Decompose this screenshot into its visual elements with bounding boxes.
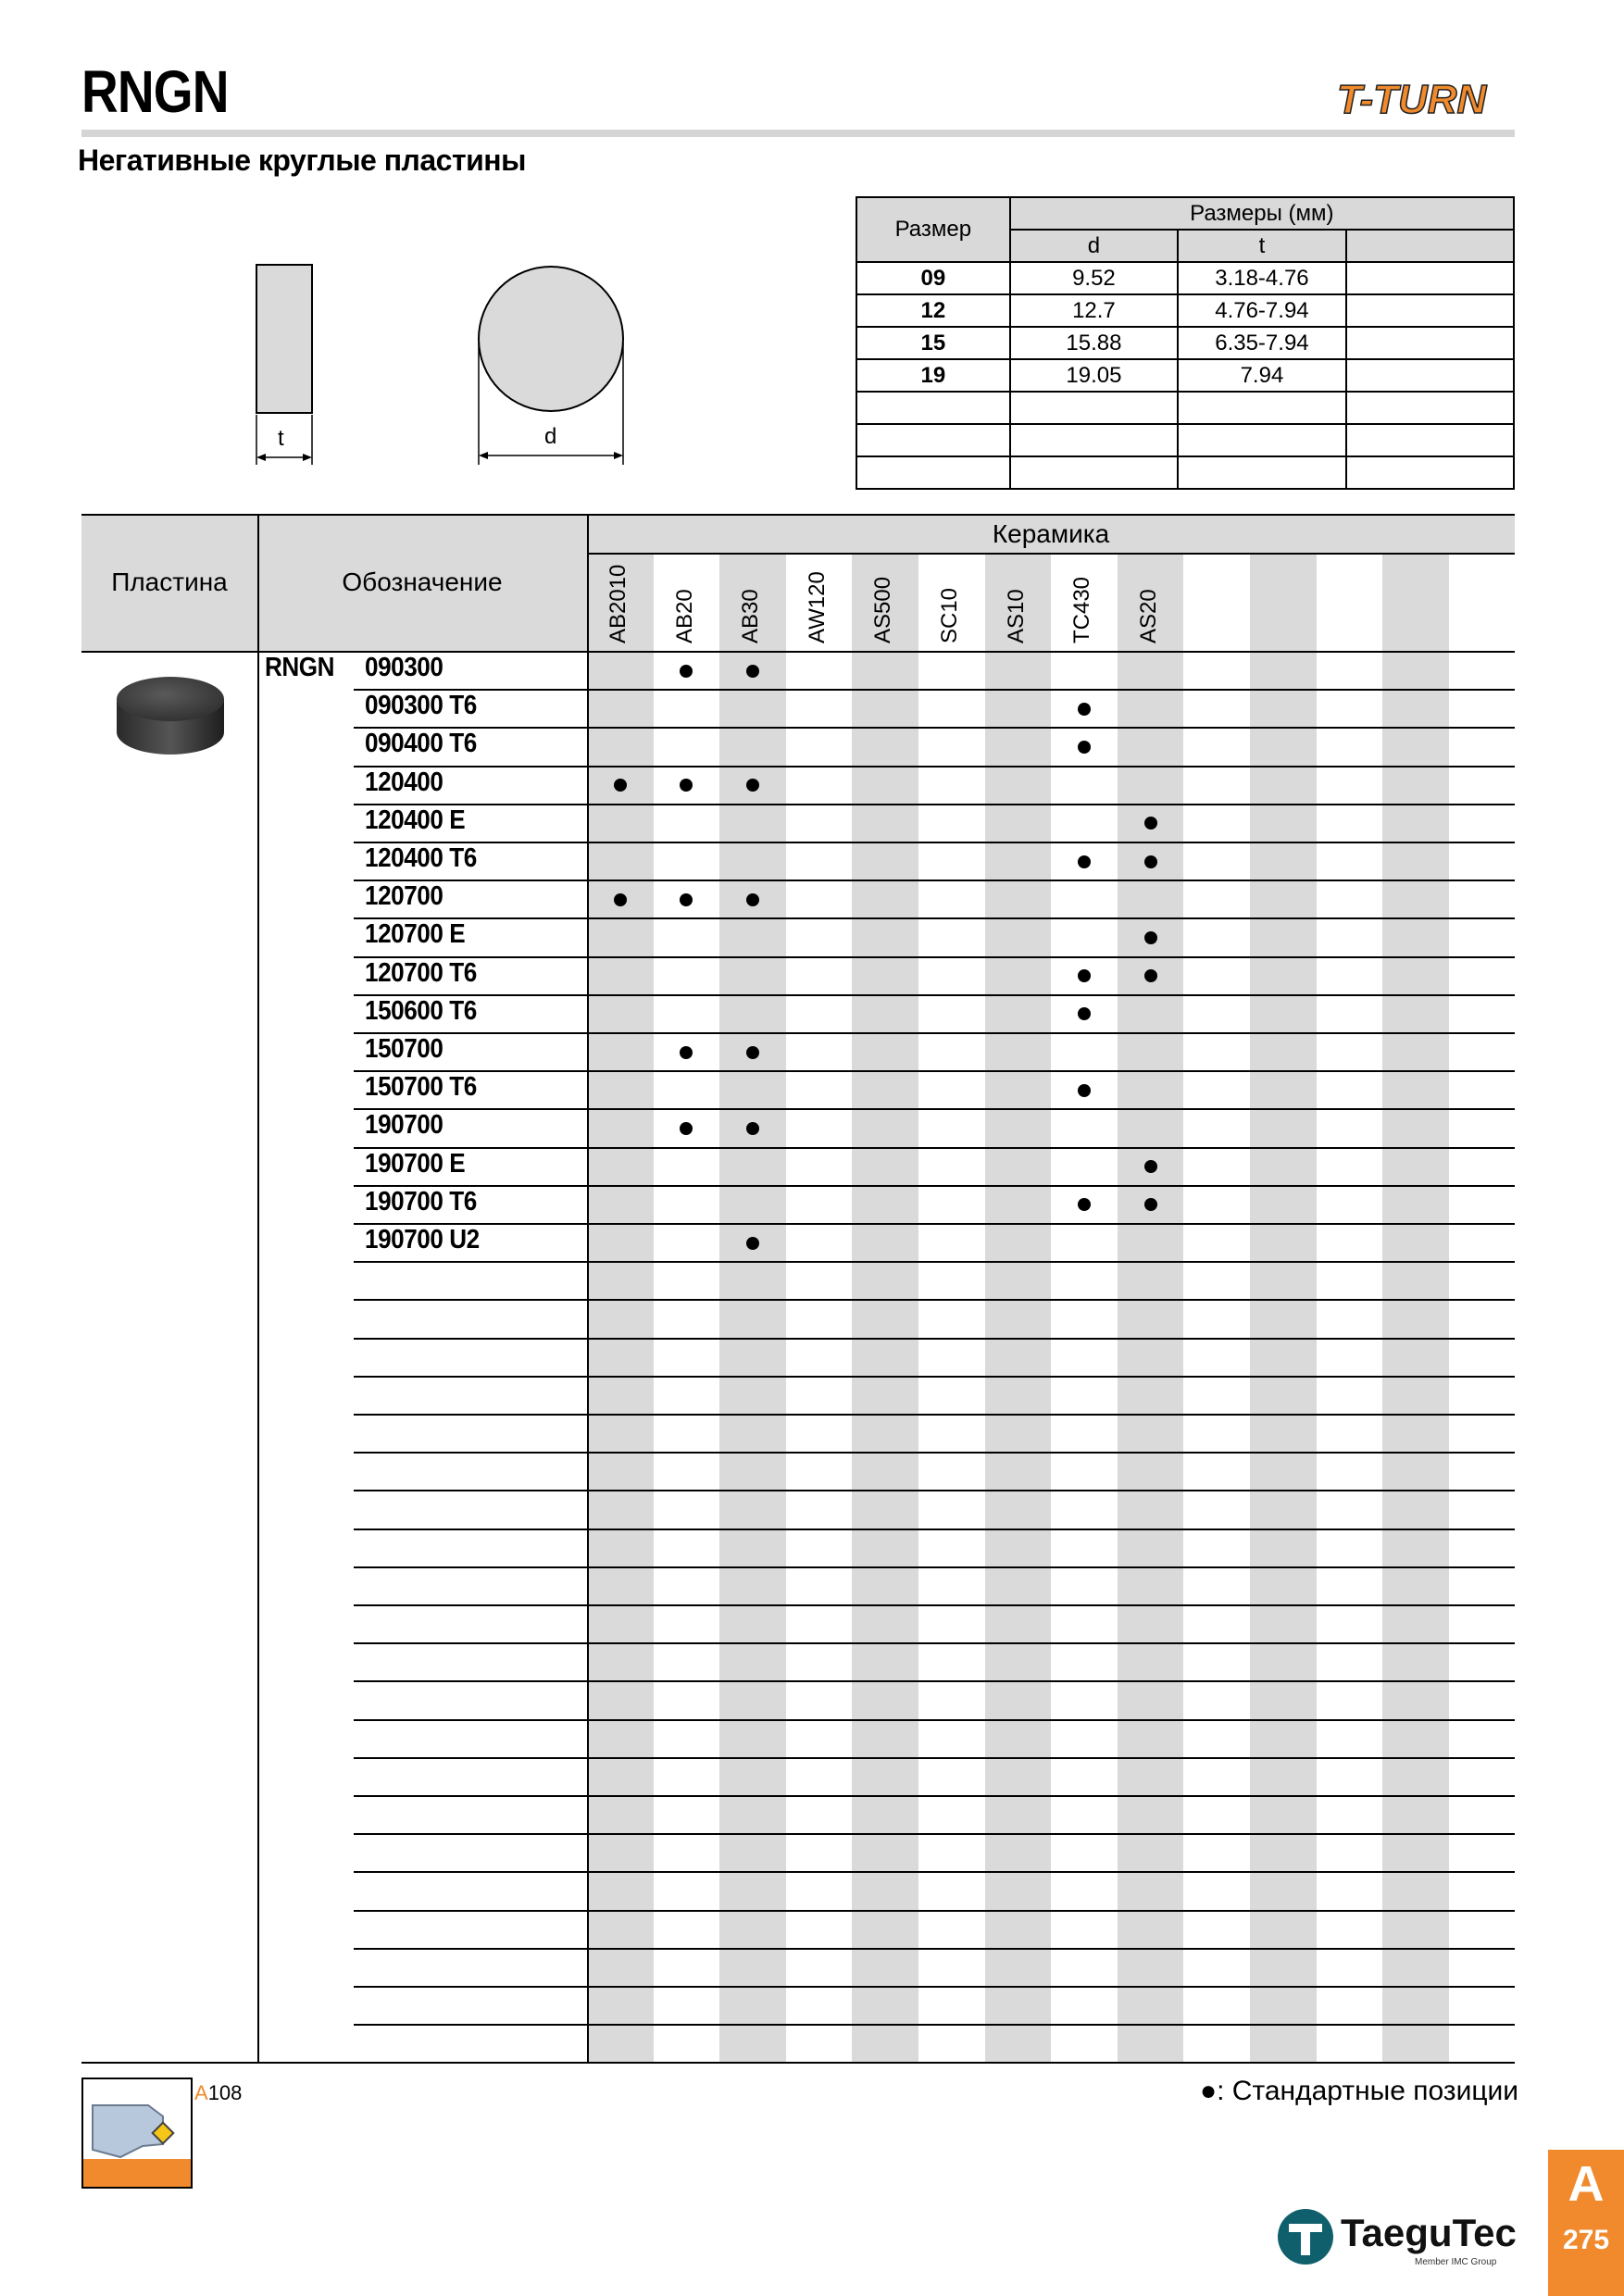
row-line — [354, 1338, 1515, 1340]
size-d: 12.7 — [1010, 294, 1179, 327]
standard-item-dot — [746, 893, 759, 906]
grade-header-ab30: AB30 — [738, 589, 764, 643]
standard-item-dot — [1144, 1198, 1157, 1211]
row-line — [354, 1185, 1515, 1187]
row-line — [354, 917, 1515, 919]
legend: ●: Стандартные позиции — [1200, 2076, 1519, 2106]
diameter-label: d — [544, 424, 557, 449]
insert-code: 190700 E — [365, 1148, 466, 1179]
insert-code: 120700 — [365, 881, 443, 912]
standard-item-dot — [746, 1237, 759, 1250]
size-row-empty — [856, 424, 1514, 456]
row-line — [354, 1223, 1515, 1225]
row-line — [354, 1795, 1515, 1797]
row-line — [354, 956, 1515, 958]
brand-subtitle: Member IMC Group — [1415, 2257, 1497, 2267]
size-table — [856, 196, 1515, 490]
logo-text: T-TURN — [1337, 77, 1487, 122]
size-t: 4.76-7.94 — [1178, 294, 1346, 327]
standard-item-dot — [1078, 1198, 1091, 1211]
page-title: RNGN — [81, 58, 229, 125]
standard-item-dot — [614, 779, 627, 792]
row-line — [354, 842, 1515, 843]
grade-header-tc430: TC430 — [1069, 576, 1095, 643]
grade-header-aw120: AW120 — [804, 571, 830, 643]
standard-item-dot — [746, 665, 759, 678]
size-d: 15.88 — [1010, 327, 1179, 359]
row-line — [354, 1833, 1515, 1835]
row-line — [354, 727, 1515, 729]
brand-name: TaeguTec — [1341, 2211, 1517, 2254]
page-number: 275 — [1562, 2225, 1610, 2255]
row-line — [354, 1757, 1515, 1759]
insert-code: 150600 T6 — [365, 995, 477, 1026]
d-col-header: d — [1010, 230, 1179, 262]
section-tab[interactable] — [1548, 2150, 1624, 2296]
standard-item-dot — [614, 893, 627, 906]
standard-item-dot — [1144, 931, 1157, 944]
size-empty — [1346, 359, 1514, 392]
insert-code: 090300 T6 — [365, 691, 477, 721]
taegutec-logo — [1276, 2202, 1526, 2280]
size-row — [856, 294, 1514, 327]
grade-column-shade — [852, 553, 918, 2062]
grade-header-as10: AS10 — [1003, 589, 1029, 643]
grade-column-shade — [985, 553, 1052, 2062]
row-line — [354, 1948, 1515, 1950]
grade-header-ab20: AB20 — [671, 589, 697, 643]
section-letter: A — [1568, 2156, 1605, 2212]
insert-code: 120400 — [365, 767, 443, 797]
table-top-border — [81, 514, 1515, 516]
standard-item-dot — [1144, 1160, 1157, 1173]
size-row — [856, 359, 1514, 392]
row-line — [354, 1452, 1515, 1454]
standard-item-dot — [1144, 855, 1157, 868]
standard-item-dot — [1144, 817, 1157, 830]
size-t: 6.35-7.94 — [1178, 327, 1346, 359]
row-line — [354, 1986, 1515, 1988]
row-line — [354, 1529, 1515, 1530]
header-rule — [81, 130, 1515, 137]
row-line — [81, 2062, 1515, 2064]
row-line — [354, 1719, 1515, 1721]
grade-column-shade — [1118, 553, 1184, 2062]
size-d: 9.52 — [1010, 262, 1179, 294]
insert-code: 120400 T6 — [365, 843, 477, 873]
header-bottom-border — [81, 651, 1515, 653]
standard-item-dot — [680, 779, 693, 792]
row-line — [354, 1414, 1515, 1416]
reference-link[interactable] — [194, 2081, 242, 2105]
row-line — [354, 880, 1515, 881]
standard-item-dot — [1144, 969, 1157, 982]
size-row-empty — [856, 456, 1514, 489]
size-empty — [1346, 262, 1514, 294]
size-code: 12 — [856, 294, 1010, 327]
insert-col-border — [257, 514, 259, 2062]
row-line — [354, 1680, 1515, 1682]
grade-column-shade — [1250, 553, 1317, 2062]
insert-code: 090300 — [365, 653, 443, 682]
designation-table — [81, 514, 1515, 2069]
designation-col-header: Обозначение — [342, 568, 503, 596]
t-col-header: t — [1178, 230, 1346, 262]
row-line — [354, 804, 1515, 805]
row-line — [354, 766, 1515, 767]
turning-holder-icon[interactable] — [81, 2078, 193, 2189]
dims-col-header: Размеры (мм) — [1010, 197, 1514, 230]
size-d: 19.05 — [1010, 359, 1179, 392]
standard-item-dot — [680, 1046, 693, 1059]
row-line — [354, 1261, 1515, 1263]
size-code: 19 — [856, 359, 1010, 392]
grade-column-shade — [1382, 553, 1449, 2062]
size-row-empty — [856, 392, 1514, 424]
standard-item-dot — [1078, 969, 1091, 982]
thickness-label: t — [278, 426, 284, 451]
row-line — [354, 2024, 1515, 2026]
standard-item-dot — [1078, 1084, 1091, 1097]
grade-header-sc10: SC10 — [937, 587, 962, 643]
insert-code: 120700 T6 — [365, 957, 477, 988]
row-line — [354, 1910, 1515, 1912]
side-view-drawing — [241, 250, 333, 472]
insert-code: 150700 — [365, 1034, 443, 1064]
row-line — [354, 1147, 1515, 1149]
standard-item-dot — [680, 1122, 693, 1135]
size-empty — [1346, 294, 1514, 327]
insert-code: 120400 E — [365, 805, 466, 835]
grade-header-ab2010: AB2010 — [606, 564, 631, 643]
reference-prefix: A — [194, 2081, 208, 2104]
insert-code: 120700 E — [365, 919, 466, 950]
row-line — [354, 1032, 1515, 1034]
row-line — [354, 689, 1515, 691]
row-line — [354, 1070, 1515, 1072]
row-line — [354, 1490, 1515, 1491]
row-line — [354, 1299, 1515, 1301]
grade-header-as20: AS20 — [1135, 589, 1161, 643]
standard-item-dot — [1078, 703, 1091, 716]
row-line — [354, 1642, 1515, 1644]
reference-number: 108 — [207, 2081, 243, 2104]
ceramics-group-header: Керамика — [992, 519, 1110, 548]
grade-header-as500: AS500 — [870, 576, 896, 643]
row-line — [354, 1108, 1515, 1110]
group-header-border — [587, 553, 1515, 555]
size-row — [856, 327, 1514, 359]
standard-item-dot — [1078, 1007, 1091, 1020]
insert-col-header: Пластина — [111, 568, 228, 596]
row-line — [354, 1566, 1515, 1568]
insert-code: 150700 T6 — [365, 1072, 477, 1103]
insert-image — [113, 662, 228, 773]
standard-item-dot — [680, 893, 693, 906]
size-t: 7.94 — [1178, 359, 1346, 392]
standard-item-dot — [1078, 741, 1091, 754]
standard-item-dot — [1078, 855, 1091, 868]
page-subtitle: Негативные круглые пластины — [78, 144, 526, 177]
standard-item-dot — [680, 665, 693, 678]
size-code: 15 — [856, 327, 1010, 359]
size-t: 3.18-4.76 — [1178, 262, 1346, 294]
size-code: 09 — [856, 262, 1010, 294]
designation-col-border — [587, 514, 589, 2062]
insert-code: 190700 T6 — [365, 1186, 477, 1217]
row-line — [354, 1376, 1515, 1378]
row-line — [354, 1604, 1515, 1606]
insert-code: 090400 T6 — [365, 729, 477, 759]
empty-col-header — [1346, 230, 1514, 262]
standard-item-dot — [746, 1122, 759, 1135]
family-label: RNGN — [265, 653, 335, 682]
standard-item-dot — [746, 1046, 759, 1059]
size-empty — [1346, 327, 1514, 359]
row-line — [354, 1871, 1515, 1873]
size-col-header: Размер — [856, 197, 1010, 262]
size-row — [856, 262, 1514, 294]
t-turn-logo — [1333, 74, 1518, 130]
insert-code: 190700 — [365, 1110, 443, 1141]
row-line — [354, 994, 1515, 996]
insert-code: 190700 U2 — [365, 1225, 480, 1254]
